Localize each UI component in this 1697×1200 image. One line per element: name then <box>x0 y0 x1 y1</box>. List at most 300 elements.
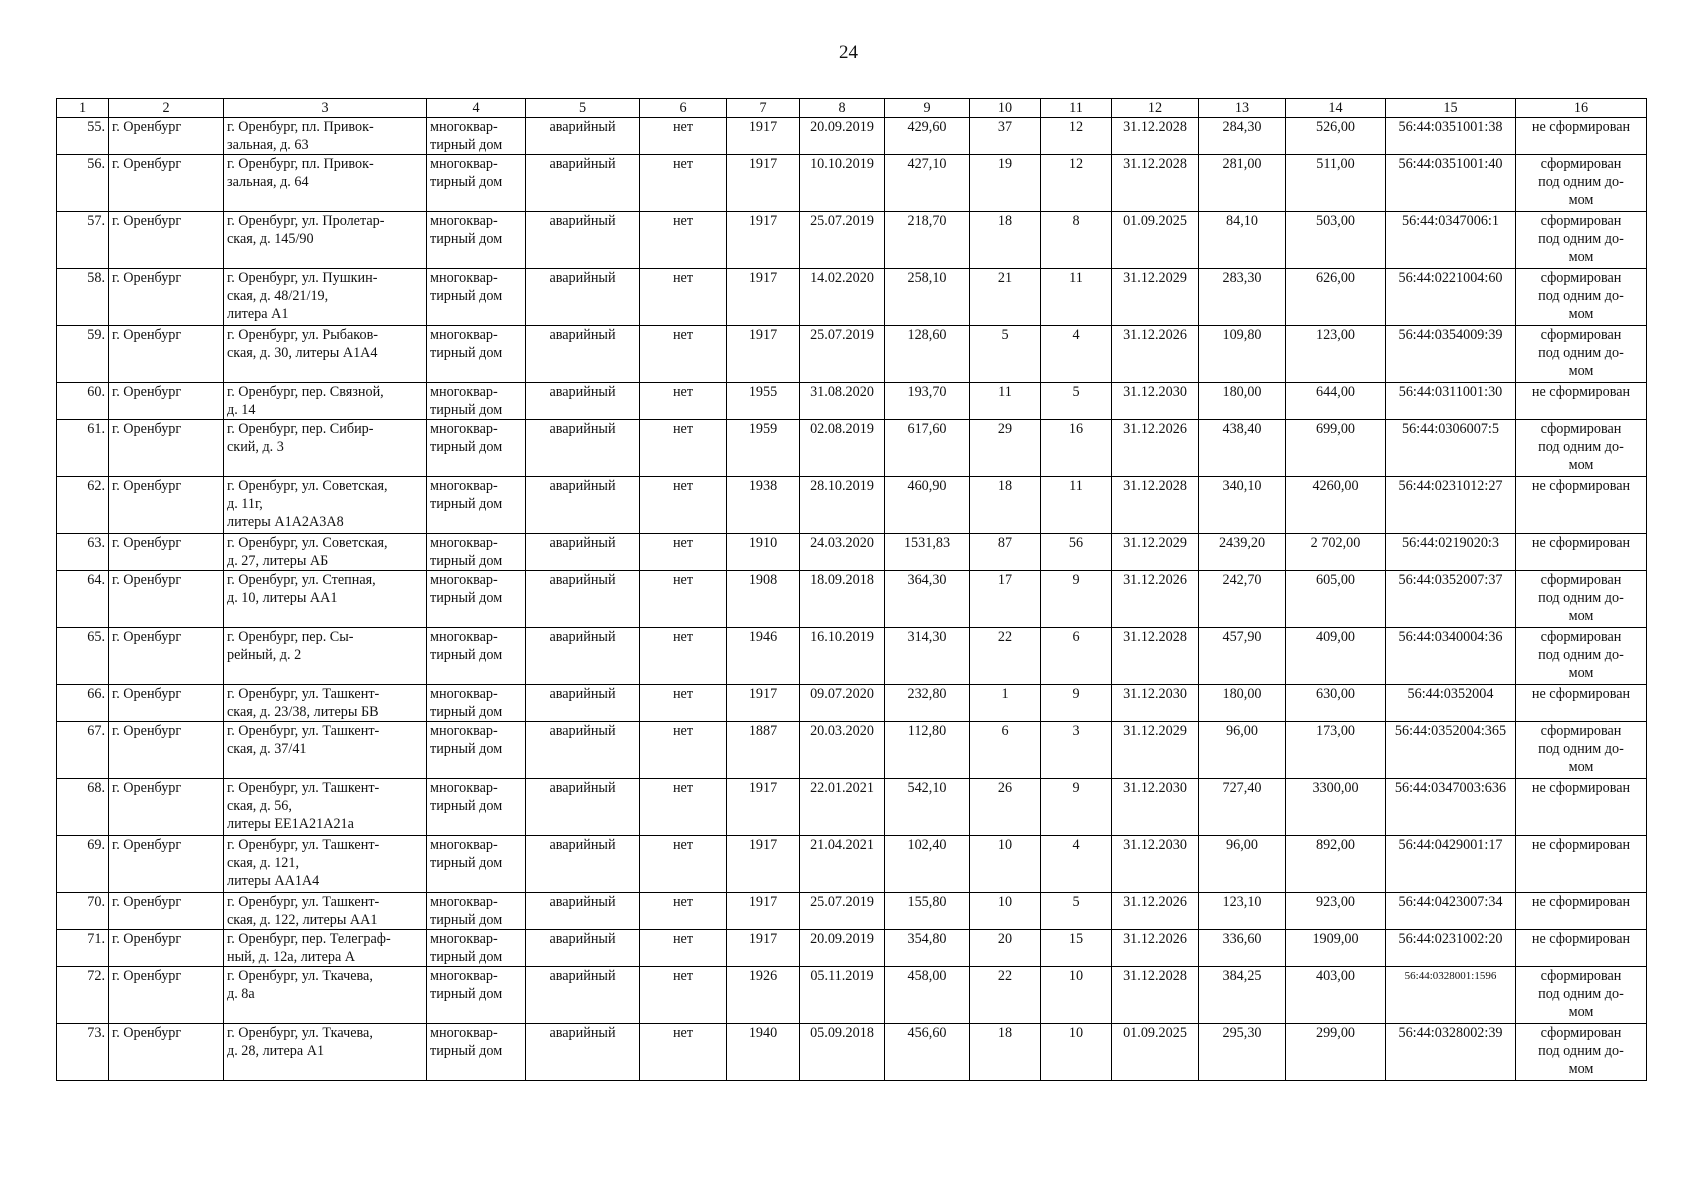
column-6-cell: нет <box>640 212 727 269</box>
city-cell: г. Оренбург <box>109 571 224 628</box>
planned-date-cell: 31.12.2029 <box>1112 722 1199 779</box>
land-plot-status-cell-line: под одним до- <box>1538 986 1624 1002</box>
column-header-16: 16 <box>1516 99 1647 118</box>
land-plot-status-cell-line: сформирован <box>1540 327 1622 343</box>
planned-date-cell: 01.09.2025 <box>1112 212 1199 269</box>
address-cell-line: зальная, д. 63 <box>227 137 309 153</box>
land-plot-status-cell <box>1516 685 1647 722</box>
address-cell-line: г. Оренбург, ул. Советская, <box>227 535 388 551</box>
table-body <box>57 118 1647 1081</box>
building-type-cell-line: тирный дом <box>430 174 503 190</box>
planned-date-cell: 31.12.2026 <box>1112 326 1199 383</box>
date-cell: 21.04.2021 <box>800 836 885 893</box>
column-6-cell: нет <box>640 534 727 571</box>
building-type-cell-line: многоквар- <box>430 327 498 343</box>
land-plot-status-cell-line: мом <box>1568 1061 1594 1077</box>
column-14-cell: 892,00 <box>1286 836 1386 893</box>
address-cell-line: г. Оренбург, ул. Рыбаков- <box>227 327 378 343</box>
table-header-row <box>57 99 1647 118</box>
row-number: 59. <box>57 326 109 383</box>
address-cell-line: г. Оренбург, ул. Ташкент- <box>227 780 380 796</box>
column-14-cell: 299,00 <box>1286 1024 1386 1081</box>
city-cell: г. Оренбург <box>109 155 224 212</box>
column-13-cell: 384,25 <box>1199 967 1286 1024</box>
column-10-cell: 10 <box>970 893 1041 930</box>
column-13-cell: 2439,20 <box>1199 534 1286 571</box>
address-cell <box>224 155 427 212</box>
column-10-cell: 21 <box>970 269 1041 326</box>
planned-date-cell: 31.12.2029 <box>1112 534 1199 571</box>
building-type-cell-line: тирный дом <box>430 855 503 871</box>
building-type-cell-line: тирный дом <box>430 345 503 361</box>
building-type-cell-line: тирный дом <box>430 798 503 814</box>
cadastral-number-cell: 56:44:0354009:39 <box>1386 326 1516 383</box>
building-type-cell <box>427 779 526 836</box>
column-13-cell: 96,00 <box>1199 722 1286 779</box>
land-plot-status-cell-line: не сформирован <box>1531 384 1631 400</box>
condition-cell: аварийный <box>526 383 640 420</box>
column-6-cell: нет <box>640 930 727 967</box>
column-11-cell: 3 <box>1041 722 1112 779</box>
year-cell: 1917 <box>727 893 800 930</box>
row-number: 70. <box>57 893 109 930</box>
column-14-cell: 644,00 <box>1286 383 1386 420</box>
address-cell-line: ный, д. 12а, литера А <box>227 949 356 965</box>
land-plot-status-cell <box>1516 779 1647 836</box>
land-plot-status-cell-line: под одним до- <box>1538 174 1624 190</box>
address-cell <box>224 420 427 477</box>
column-10-cell: 19 <box>970 155 1041 212</box>
city-cell: г. Оренбург <box>109 685 224 722</box>
date-cell: 25.07.2019 <box>800 326 885 383</box>
table-row <box>57 477 1647 534</box>
area-cell: 258,10 <box>885 269 970 326</box>
date-cell: 20.03.2020 <box>800 722 885 779</box>
land-plot-status-cell-line: под одним до- <box>1538 741 1624 757</box>
column-header-15: 15 <box>1386 99 1516 118</box>
condition-cell: аварийный <box>526 212 640 269</box>
building-type-cell-line: тирный дом <box>430 439 503 455</box>
planned-date-cell: 01.09.2025 <box>1112 1024 1199 1081</box>
page-number: 24 <box>839 42 858 63</box>
land-plot-status-cell-line: не сформирован <box>1531 894 1631 910</box>
column-10-cell: 17 <box>970 571 1041 628</box>
date-cell: 25.07.2019 <box>800 893 885 930</box>
address-cell <box>224 477 427 534</box>
cadastral-number-cell: 56:44:0429001:17 <box>1386 836 1516 893</box>
building-type-cell <box>427 571 526 628</box>
address-cell <box>224 1024 427 1081</box>
row-number: 68. <box>57 779 109 836</box>
table-row <box>57 534 1647 571</box>
cadastral-number-cell: 56:44:0351001:38 <box>1386 118 1516 155</box>
building-type-cell <box>427 930 526 967</box>
building-type-cell-line: многоквар- <box>430 535 498 551</box>
row-number: 55. <box>57 118 109 155</box>
address-cell-line: г. Оренбург, ул. Ташкент- <box>227 894 380 910</box>
column-10-cell: 18 <box>970 477 1041 534</box>
column-13-cell: 284,30 <box>1199 118 1286 155</box>
cadastral-number-cell: 56:44:0352007:37 <box>1386 571 1516 628</box>
condition-cell: аварийный <box>526 930 640 967</box>
column-10-cell: 5 <box>970 326 1041 383</box>
address-cell-line: д. 27, литеры АБ <box>227 553 329 569</box>
table-row <box>57 628 1647 685</box>
column-14-cell: 630,00 <box>1286 685 1386 722</box>
column-11-cell: 9 <box>1041 779 1112 836</box>
land-plot-status-cell-line: мом <box>1568 192 1594 208</box>
column-header-14: 14 <box>1286 99 1386 118</box>
column-11-cell: 11 <box>1041 477 1112 534</box>
year-cell: 1938 <box>727 477 800 534</box>
land-plot-status-cell-line: не сформирован <box>1531 686 1631 702</box>
land-plot-status-cell-line: под одним до- <box>1538 647 1624 663</box>
date-cell: 02.08.2019 <box>800 420 885 477</box>
address-cell-line: г. Оренбург, ул. Ташкент- <box>227 837 380 853</box>
address-cell-line: г. Оренбург, пер. Телеграф- <box>227 931 391 947</box>
area-cell: 458,00 <box>885 967 970 1024</box>
land-plot-status-cell-line: под одним до- <box>1538 1043 1624 1059</box>
land-plot-status-cell-line: под одним до- <box>1538 590 1624 606</box>
column-13-cell: 340,10 <box>1199 477 1286 534</box>
cadastral-number-cell: 56:44:0340004:36 <box>1386 628 1516 685</box>
column-11-cell: 16 <box>1041 420 1112 477</box>
land-plot-status-cell-line: не сформирован <box>1531 780 1631 796</box>
row-number: 57. <box>57 212 109 269</box>
column-11-cell: 8 <box>1041 212 1112 269</box>
land-plot-status-cell-line: мом <box>1568 1004 1594 1020</box>
building-type-cell <box>427 534 526 571</box>
cadastral-number-cell: 56:44:0231012:27 <box>1386 477 1516 534</box>
building-type-cell-line: тирный дом <box>430 1043 503 1059</box>
city-cell: г. Оренбург <box>109 212 224 269</box>
land-plot-status-cell <box>1516 269 1647 326</box>
building-type-cell <box>427 118 526 155</box>
address-cell-line: д. 11г, <box>227 496 263 512</box>
area-cell: 232,80 <box>885 685 970 722</box>
building-type-cell-line: многоквар- <box>430 931 498 947</box>
building-type-cell-line: тирный дом <box>430 741 503 757</box>
column-13-cell: 242,70 <box>1199 571 1286 628</box>
column-6-cell: нет <box>640 836 727 893</box>
column-11-cell: 10 <box>1041 1024 1112 1081</box>
column-10-cell: 37 <box>970 118 1041 155</box>
column-14-cell: 923,00 <box>1286 893 1386 930</box>
date-cell: 16.10.2019 <box>800 628 885 685</box>
land-plot-status-cell-line: сформирован <box>1540 572 1622 588</box>
cadastral-number-cell: 56:44:0328001:1596 <box>1386 967 1516 1024</box>
cadastral-number-cell: 56:44:0328002:39 <box>1386 1024 1516 1081</box>
city-cell: г. Оренбург <box>109 930 224 967</box>
column-11-cell: 11 <box>1041 269 1112 326</box>
column-14-cell: 2 702,00 <box>1286 534 1386 571</box>
building-type-cell-line: многоквар- <box>430 421 498 437</box>
year-cell: 1959 <box>727 420 800 477</box>
column-6-cell: нет <box>640 383 727 420</box>
land-plot-status-cell <box>1516 383 1647 420</box>
column-6-cell: нет <box>640 1024 727 1081</box>
land-plot-status-cell-line: мом <box>1568 363 1594 379</box>
year-cell: 1955 <box>727 383 800 420</box>
column-10-cell: 29 <box>970 420 1041 477</box>
address-cell <box>224 685 427 722</box>
column-header-10: 10 <box>970 99 1041 118</box>
city-cell: г. Оренбург <box>109 836 224 893</box>
column-10-cell: 10 <box>970 836 1041 893</box>
building-type-cell <box>427 893 526 930</box>
column-11-cell: 6 <box>1041 628 1112 685</box>
city-cell: г. Оренбург <box>109 326 224 383</box>
address-cell-line: г. Оренбург, пер. Сибир- <box>227 421 374 437</box>
table-row <box>57 930 1647 967</box>
column-13-cell: 727,40 <box>1199 779 1286 836</box>
building-type-cell <box>427 212 526 269</box>
column-11-cell: 56 <box>1041 534 1112 571</box>
row-number: 67. <box>57 722 109 779</box>
column-13-cell: 180,00 <box>1199 685 1286 722</box>
land-plot-status-cell <box>1516 118 1647 155</box>
city-cell: г. Оренбург <box>109 722 224 779</box>
land-plot-status-cell-line: не сформирован <box>1531 119 1631 135</box>
column-6-cell: нет <box>640 967 727 1024</box>
table-row <box>57 779 1647 836</box>
column-header-3: 3 <box>224 99 427 118</box>
row-number: 69. <box>57 836 109 893</box>
column-6-cell: нет <box>640 893 727 930</box>
building-type-cell-line: многоквар- <box>430 968 498 984</box>
address-cell <box>224 212 427 269</box>
row-number: 62. <box>57 477 109 534</box>
row-number: 58. <box>57 269 109 326</box>
address-cell <box>224 571 427 628</box>
address-cell-line: рейный, д. 2 <box>227 647 302 663</box>
column-13-cell: 283,30 <box>1199 269 1286 326</box>
condition-cell: аварийный <box>526 836 640 893</box>
area-cell: 460,90 <box>885 477 970 534</box>
cadastral-number-cell: 56:44:0221004:60 <box>1386 269 1516 326</box>
table-row <box>57 118 1647 155</box>
column-header-13: 13 <box>1199 99 1286 118</box>
column-11-cell: 9 <box>1041 571 1112 628</box>
land-plot-status-cell-line: под одним до- <box>1538 345 1624 361</box>
address-cell-line: г. Оренбург, ул. Пролетар- <box>227 213 385 229</box>
building-type-cell-line: многоквар- <box>430 119 498 135</box>
building-type-cell <box>427 1024 526 1081</box>
area-cell: 218,70 <box>885 212 970 269</box>
table-row <box>57 685 1647 722</box>
column-6-cell: нет <box>640 269 727 326</box>
column-14-cell: 123,00 <box>1286 326 1386 383</box>
column-14-cell: 511,00 <box>1286 155 1386 212</box>
column-14-cell: 1909,00 <box>1286 930 1386 967</box>
column-14-cell: 409,00 <box>1286 628 1386 685</box>
building-type-cell-line: тирный дом <box>430 704 503 720</box>
column-13-cell: 109,80 <box>1199 326 1286 383</box>
land-plot-status-cell-line: сформирован <box>1540 629 1622 645</box>
city-cell: г. Оренбург <box>109 967 224 1024</box>
cadastral-number-cell: 56:44:0347003:636 <box>1386 779 1516 836</box>
planned-date-cell: 31.12.2026 <box>1112 893 1199 930</box>
cadastral-number-cell: 56:44:0352004 <box>1386 685 1516 722</box>
year-cell: 1917 <box>727 836 800 893</box>
table-row <box>57 836 1647 893</box>
year-cell: 1917 <box>727 685 800 722</box>
column-6-cell: нет <box>640 628 727 685</box>
column-11-cell: 4 <box>1041 836 1112 893</box>
area-cell: 1531,83 <box>885 534 970 571</box>
condition-cell: аварийный <box>526 779 640 836</box>
column-14-cell: 626,00 <box>1286 269 1386 326</box>
area-cell: 112,80 <box>885 722 970 779</box>
year-cell: 1917 <box>727 779 800 836</box>
land-plot-status-cell <box>1516 930 1647 967</box>
column-6-cell: нет <box>640 420 727 477</box>
city-cell: г. Оренбург <box>109 420 224 477</box>
condition-cell: аварийный <box>526 1024 640 1081</box>
land-plot-status-cell-line: сформирован <box>1540 421 1622 437</box>
condition-cell: аварийный <box>526 269 640 326</box>
condition-cell: аварийный <box>526 326 640 383</box>
land-plot-status-cell-line: сформирован <box>1540 723 1622 739</box>
condition-cell: аварийный <box>526 967 640 1024</box>
building-type-cell <box>427 836 526 893</box>
land-plot-status-cell <box>1516 420 1647 477</box>
column-13-cell: 336,60 <box>1199 930 1286 967</box>
address-cell-line: д. 14 <box>227 402 256 418</box>
cadastral-number-cell: 56:44:0423007:34 <box>1386 893 1516 930</box>
year-cell: 1917 <box>727 930 800 967</box>
column-header-11: 11 <box>1041 99 1112 118</box>
column-14-cell: 173,00 <box>1286 722 1386 779</box>
building-type-cell-line: тирный дом <box>430 402 503 418</box>
address-cell-line: ская, д. 30, литеры А1А4 <box>227 345 378 361</box>
date-cell: 05.11.2019 <box>800 967 885 1024</box>
address-cell <box>224 779 427 836</box>
land-plot-status-cell-line: под одним до- <box>1538 288 1624 304</box>
land-plot-status-cell <box>1516 628 1647 685</box>
building-type-cell <box>427 628 526 685</box>
address-cell <box>224 118 427 155</box>
column-10-cell: 18 <box>970 1024 1041 1081</box>
city-cell: г. Оренбург <box>109 779 224 836</box>
land-plot-status-cell <box>1516 571 1647 628</box>
planned-date-cell: 31.12.2028 <box>1112 118 1199 155</box>
building-type-cell-line: многоквар- <box>430 686 498 702</box>
land-plot-status-cell-line: мом <box>1568 457 1594 473</box>
building-type-cell-line: многоквар- <box>430 629 498 645</box>
column-header-12: 12 <box>1112 99 1199 118</box>
building-type-cell-line: тирный дом <box>430 986 503 1002</box>
table-row <box>57 1024 1647 1081</box>
address-cell-line: литеры АА1А4 <box>227 873 320 889</box>
table-row <box>57 269 1647 326</box>
address-cell <box>224 930 427 967</box>
row-number: 56. <box>57 155 109 212</box>
address-cell-line: г. Оренбург, ул. Ташкент- <box>227 686 380 702</box>
registry-table <box>56 98 1647 1081</box>
building-type-cell <box>427 383 526 420</box>
column-14-cell: 526,00 <box>1286 118 1386 155</box>
year-cell: 1917 <box>727 155 800 212</box>
date-cell: 28.10.2019 <box>800 477 885 534</box>
building-type-cell-line: тирный дом <box>430 137 503 153</box>
column-14-cell: 605,00 <box>1286 571 1386 628</box>
year-cell: 1917 <box>727 269 800 326</box>
column-14-cell: 4260,00 <box>1286 477 1386 534</box>
land-plot-status-cell <box>1516 722 1647 779</box>
area-cell: 617,60 <box>885 420 970 477</box>
column-10-cell: 22 <box>970 967 1041 1024</box>
column-6-cell: нет <box>640 685 727 722</box>
row-number: 71. <box>57 930 109 967</box>
building-type-cell <box>427 326 526 383</box>
column-10-cell: 20 <box>970 930 1041 967</box>
address-cell <box>224 628 427 685</box>
year-cell: 1940 <box>727 1024 800 1081</box>
building-type-cell <box>427 420 526 477</box>
column-14-cell: 699,00 <box>1286 420 1386 477</box>
city-cell: г. Оренбург <box>109 477 224 534</box>
building-type-cell-line: многоквар- <box>430 572 498 588</box>
row-number: 60. <box>57 383 109 420</box>
date-cell: 05.09.2018 <box>800 1024 885 1081</box>
planned-date-cell: 31.12.2028 <box>1112 967 1199 1024</box>
column-13-cell: 96,00 <box>1199 836 1286 893</box>
area-cell: 314,30 <box>885 628 970 685</box>
column-10-cell: 26 <box>970 779 1041 836</box>
address-cell-line: г. Оренбург, ул. Ткачева, <box>227 1025 373 1041</box>
city-cell: г. Оренбург <box>109 628 224 685</box>
column-14-cell: 403,00 <box>1286 967 1386 1024</box>
column-10-cell: 6 <box>970 722 1041 779</box>
column-11-cell: 12 <box>1041 155 1112 212</box>
address-cell-line: г. Оренбург, пер. Сы- <box>227 629 354 645</box>
column-header-6: 6 <box>640 99 727 118</box>
city-cell: г. Оренбург <box>109 1024 224 1081</box>
address-cell-line: зальная, д. 64 <box>227 174 309 190</box>
column-14-cell: 3300,00 <box>1286 779 1386 836</box>
building-type-cell-line: многоквар- <box>430 837 498 853</box>
area-cell: 155,80 <box>885 893 970 930</box>
address-cell <box>224 967 427 1024</box>
table-row <box>57 722 1647 779</box>
land-plot-status-cell-line: сформирован <box>1540 1025 1622 1041</box>
condition-cell: аварийный <box>526 534 640 571</box>
address-cell <box>224 383 427 420</box>
land-plot-status-cell <box>1516 534 1647 571</box>
area-cell: 456,60 <box>885 1024 970 1081</box>
address-cell-line: д. 10, литеры АА1 <box>227 590 338 606</box>
column-6-cell: нет <box>640 722 727 779</box>
table-row <box>57 420 1647 477</box>
condition-cell: аварийный <box>526 420 640 477</box>
address-cell-line: ская, д. 56, <box>227 798 292 814</box>
row-number: 72. <box>57 967 109 1024</box>
land-plot-status-cell-line: мом <box>1568 665 1594 681</box>
year-cell: 1910 <box>727 534 800 571</box>
land-plot-status-cell-line: мом <box>1568 249 1594 265</box>
address-cell <box>224 269 427 326</box>
column-11-cell: 5 <box>1041 893 1112 930</box>
table-row <box>57 893 1647 930</box>
building-type-cell-line: тирный дом <box>430 553 503 569</box>
column-10-cell: 22 <box>970 628 1041 685</box>
column-header-1: 1 <box>57 99 109 118</box>
building-type-cell-line: многоквар- <box>430 213 498 229</box>
column-11-cell: 4 <box>1041 326 1112 383</box>
building-type-cell-line: многоквар- <box>430 780 498 796</box>
column-11-cell: 15 <box>1041 930 1112 967</box>
